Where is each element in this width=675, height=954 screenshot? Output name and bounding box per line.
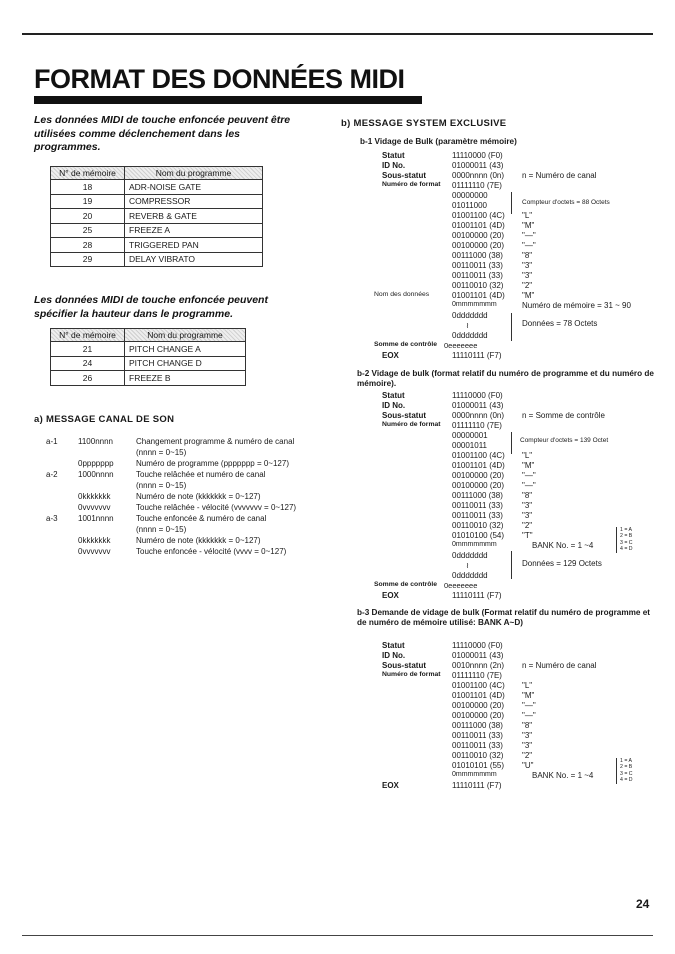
- text-cell: "3": [522, 271, 533, 280]
- text-cell: 01001101 (4D): [452, 691, 505, 700]
- text-cell: 00110010 (32): [452, 751, 504, 760]
- text-cell: 00110011 (33): [452, 731, 503, 740]
- b3-title: b-3 Demande de vidage de bulk (Format relatif du numéro de programme et de numéro de mémoire utilisé: BANK A~D): [357, 608, 650, 627]
- list-item: [46, 448, 336, 459]
- top-rule: [22, 33, 653, 35]
- text-cell: (nnnn = 0~15): [136, 448, 187, 457]
- text-cell: PITCH CHANGE A: [125, 342, 246, 357]
- text-cell: Statut: [382, 641, 405, 650]
- text-cell: 0kkkkkkk: [78, 536, 111, 545]
- text-cell: "—": [522, 471, 536, 480]
- text-cell: 4 = D: [620, 776, 633, 783]
- text-cell: ID No.: [382, 651, 406, 660]
- title-underline-bar: [34, 96, 422, 104]
- text-cell: EOX: [382, 351, 399, 360]
- table-row: [51, 238, 263, 253]
- page-title: FORMAT DES DONNÉES MIDI: [34, 64, 405, 94]
- text-cell: 0000nnnn (0n): [452, 411, 505, 420]
- table-row: [51, 342, 246, 357]
- table-header: N° de mémoire: [51, 329, 125, 342]
- text-cell: Données = 129 Octets: [522, 559, 602, 568]
- text-cell: 00110010 (32): [452, 281, 504, 290]
- table-row: [51, 371, 246, 386]
- text-cell: 01111110 (7E): [452, 421, 502, 430]
- text-cell: 0mmmmmmm: [452, 771, 497, 778]
- text-cell: 0mmmmmmm: [452, 301, 497, 308]
- text-cell: "—": [522, 711, 536, 720]
- text-cell: 01011000: [452, 201, 487, 210]
- b1-count-note: Compteur d'octets = 88 Octets: [522, 199, 610, 206]
- text-cell: PITCH CHANGE D: [125, 356, 246, 371]
- section-a-title: a) MESSAGE CANAL DE SON: [34, 414, 175, 425]
- brace: [508, 432, 512, 454]
- text-cell: "M": [522, 221, 535, 230]
- text-cell: Sous-statut: [382, 171, 426, 180]
- text-cell: ≀: [466, 561, 469, 570]
- text-cell: 1100nnnn: [78, 437, 113, 446]
- text-cell: "3": [522, 741, 533, 750]
- text-cell: "8": [522, 721, 533, 730]
- list-item: [46, 503, 336, 514]
- text-cell: 01000011 (43): [452, 161, 504, 170]
- text-cell: "3": [522, 501, 533, 510]
- b3-bank-map: [620, 758, 633, 783]
- section-b-title: b) MESSAGE SYSTEM EXCLUSIVE: [341, 118, 507, 129]
- text-cell: Sous-statut: [382, 411, 426, 420]
- text-cell: 0ddddddd: [452, 331, 488, 340]
- text-cell: Touche enfoncée & numéro de canal: [136, 514, 267, 523]
- text-cell: ≀: [466, 321, 469, 330]
- text-cell: 00000000: [452, 191, 488, 200]
- text-cell: Changement programme & numéro de canal: [136, 437, 295, 446]
- text-cell: 01111110 (7E): [452, 181, 502, 190]
- text-cell: "M": [522, 461, 535, 470]
- text-cell: 1 = A: [620, 527, 632, 533]
- text-cell: "—": [522, 241, 536, 250]
- table-header: N° de mémoire: [51, 167, 125, 180]
- text-cell: 0kkkkkkk: [78, 492, 111, 501]
- text-cell: 24: [51, 356, 125, 371]
- text-cell: 00111000 (38): [452, 491, 503, 500]
- text-cell: 00110011 (33): [452, 261, 503, 270]
- text-cell: EOX: [382, 781, 399, 790]
- text-cell: 01001101 (4D): [452, 291, 505, 300]
- text-cell: COMPRESSOR: [125, 194, 263, 209]
- text-cell: ID No.: [382, 401, 406, 410]
- text-cell: REVERB & GATE: [125, 209, 263, 224]
- text-cell: 11110111 (F7): [452, 591, 502, 600]
- text-cell: 00110011 (33): [452, 271, 503, 280]
- list-item: [46, 437, 336, 448]
- b2-block: [374, 391, 662, 601]
- text-cell: Données = 78 Octets: [522, 319, 598, 328]
- list-item: [46, 459, 336, 470]
- text-cell: "8": [522, 491, 533, 500]
- table-header: Nom du programme: [125, 167, 263, 180]
- text-cell: 01000011 (43): [452, 401, 504, 410]
- text-cell: BANK No. = 1 ~4: [532, 541, 594, 550]
- text-cell: "M": [522, 691, 535, 700]
- b2-count-note: Compteur d'octets = 139 Octet: [520, 437, 609, 444]
- table-row: [51, 209, 263, 224]
- text-cell: 11110111 (F7): [452, 351, 502, 360]
- table-header: Nom du programme: [125, 329, 246, 342]
- text-cell: 18: [51, 180, 125, 195]
- list-item: [46, 492, 336, 503]
- brace: [508, 313, 512, 341]
- list-item: [46, 481, 336, 492]
- text-cell: ID No.: [382, 161, 406, 170]
- table-row: [51, 356, 246, 371]
- text-cell: 0eeeeeee: [444, 341, 478, 350]
- text-cell: a-1: [46, 437, 58, 446]
- text-cell: 01001100 (4C): [452, 451, 505, 460]
- text-cell: 0vvvvvvv: [78, 503, 111, 512]
- text-cell: 0ppppppp: [78, 459, 114, 468]
- text-cell: 0000nnnn (0n): [452, 171, 505, 180]
- text-cell: 0ddddddd: [452, 551, 488, 560]
- text-cell: 2 = B: [620, 764, 633, 771]
- text-cell: 00100000 (20): [452, 701, 505, 710]
- text-cell: Touche enfoncée - vélocité (vvvv = 0~127): [136, 547, 287, 556]
- text-cell: 0vvvvvvv: [78, 547, 111, 556]
- text-cell: "L": [522, 681, 533, 690]
- text-cell: "3": [522, 731, 533, 740]
- text-cell: 26: [51, 371, 125, 386]
- text-cell: 1001nnnn: [78, 514, 114, 523]
- text-cell: n = Numéro de canal: [522, 171, 597, 180]
- text-cell: "3": [522, 511, 533, 520]
- list-item: [46, 525, 336, 536]
- text-cell: 00110011 (33): [452, 741, 503, 750]
- text-cell: Statut: [382, 391, 405, 400]
- brace: [508, 551, 512, 579]
- memory-table-1: [50, 166, 263, 267]
- text-cell: 25: [51, 223, 125, 238]
- text-cell: 01001101 (4D): [452, 221, 505, 230]
- text-cell: 00110011 (33): [452, 501, 503, 510]
- text-cell: n = Somme de contrôle: [522, 411, 605, 420]
- b1-title: b-1 Vidage de Bulk (paramètre mémoire): [360, 137, 517, 146]
- table-row: [51, 252, 263, 267]
- text-cell: Nom des données: [374, 291, 430, 298]
- text-cell: 00111000 (38): [452, 251, 503, 260]
- text-cell: 1 = A: [620, 758, 632, 764]
- text-cell: "—": [522, 701, 536, 710]
- text-cell: 11110000 (F0): [452, 391, 503, 400]
- text-cell: "L": [522, 451, 533, 460]
- text-cell: Numéro de mémoire = 31 ~ 90: [522, 301, 631, 310]
- text-cell: FREEZE B: [125, 371, 246, 386]
- text-cell: 00000001: [452, 431, 488, 440]
- text-cell: 0ddddddd: [452, 571, 488, 580]
- text-cell: FREEZE A: [125, 223, 263, 238]
- text-cell: 00110010 (32): [452, 521, 504, 530]
- text-cell: "2": [522, 521, 533, 530]
- text-cell: 3 = C: [620, 539, 633, 546]
- text-cell: Somme de contrôle: [374, 581, 438, 588]
- text-cell: 00001011: [452, 441, 487, 450]
- text-cell: Numéro de note (kkkkkkk = 0~127): [136, 536, 261, 545]
- text-cell: a-3: [46, 514, 58, 523]
- text-cell: 21: [51, 342, 125, 357]
- text-cell: 0eeeeeee: [444, 581, 478, 590]
- intro-trigger-text: Les données MIDI de touche enfoncée peuvent être utilisées comme déclenchement dans les programmes.: [34, 114, 291, 153]
- text-cell: 19: [51, 194, 125, 209]
- text-cell: 3 = C: [620, 770, 633, 777]
- text-cell: 01001100 (4C): [452, 211, 505, 220]
- text-cell: 01010100 (54): [452, 531, 505, 540]
- text-cell: BANK No. = 1 ~4: [532, 771, 594, 780]
- text-cell: "—": [522, 231, 536, 240]
- text-cell: 00100000 (20): [452, 481, 505, 490]
- text-cell: 0ddddddd: [452, 311, 488, 320]
- list-item: [46, 514, 336, 525]
- text-cell: 00100000 (20): [452, 711, 505, 720]
- intro-pitch-text: Les données MIDI de touche enfoncée peuvent spécifier la hauteur dans le programme.: [34, 294, 268, 320]
- text-cell: 11110000 (F0): [452, 641, 503, 650]
- text-cell: EOX: [382, 591, 399, 600]
- text-cell: ADR-NOISE GATE: [125, 180, 263, 195]
- text-cell: 28: [51, 238, 125, 253]
- text-cell: 1000nnnn: [78, 470, 114, 479]
- page-number: 24: [636, 897, 650, 911]
- text-cell: Statut: [382, 151, 405, 160]
- table-row: [51, 180, 263, 195]
- text-cell: Touche relâchée et numéro de canal: [136, 470, 266, 479]
- text-cell: a-2: [46, 470, 58, 479]
- text-cell: 2 = B: [620, 533, 633, 540]
- text-cell: 00110011 (33): [452, 511, 503, 520]
- table-row: [51, 194, 263, 209]
- text-cell: Touche relâchée - vélocité (vvvvvvv = 0~127): [136, 503, 297, 512]
- text-cell: "—": [522, 481, 536, 490]
- text-cell: "U": [522, 761, 534, 770]
- text-cell: Numéro de note (kkkkkkk = 0~127): [136, 492, 261, 501]
- text-cell: Numéro de format: [382, 181, 441, 188]
- b2-title: b-2 Vidage de bulk (format relatif du numéro de programme et du numéro de mémoire).: [357, 369, 654, 388]
- list-item: [46, 470, 336, 481]
- text-cell: (nnnn = 0~15): [136, 525, 187, 534]
- text-cell: 00100000 (20): [452, 241, 505, 250]
- memory-table-2: [50, 328, 246, 386]
- text-cell: 00111000 (38): [452, 721, 503, 730]
- text-cell: "3": [522, 261, 533, 270]
- text-cell: 0mmmmmmm: [452, 541, 497, 548]
- text-cell: 0010nnnn (2n): [452, 661, 505, 670]
- text-cell: 29: [51, 252, 125, 267]
- list-item: [46, 536, 336, 547]
- text-cell: 01000011 (43): [452, 651, 504, 660]
- b1-block: [374, 151, 662, 361]
- text-cell: "L": [522, 211, 533, 220]
- text-cell: 4 = D: [620, 545, 633, 552]
- text-cell: "8": [522, 251, 533, 260]
- text-cell: Somme de contrôle: [374, 341, 438, 348]
- text-cell: (nnnn = 0~15): [136, 481, 187, 490]
- text-cell: Numéro de format: [382, 421, 441, 428]
- text-cell: "2": [522, 751, 533, 760]
- text-cell: Numéro de format: [382, 671, 441, 678]
- text-cell: Sous-statut: [382, 661, 426, 670]
- text-cell: 11110000 (F0): [452, 151, 503, 160]
- b2-bank-map: [620, 527, 633, 552]
- text-cell: 01010101 (55): [452, 761, 505, 770]
- text-cell: 00100000 (20): [452, 471, 505, 480]
- text-cell: 00100000 (20): [452, 231, 505, 240]
- text-cell: n = Numéro de canal: [522, 661, 597, 670]
- text-cell: "M": [522, 291, 535, 300]
- text-cell: 01001101 (4D): [452, 461, 505, 470]
- text-cell: 11110111 (F7): [452, 781, 502, 790]
- text-cell: TRIGGERED PAN: [125, 238, 263, 253]
- bottom-rule: [22, 935, 653, 936]
- text-cell: 01001100 (4C): [452, 681, 505, 690]
- text-cell: Numéro de programme (ppppppp = 0~127): [136, 459, 289, 468]
- text-cell: 20: [51, 209, 125, 224]
- text-cell: DELAY VIBRATO: [125, 252, 263, 267]
- table-row: [51, 223, 263, 238]
- text-cell: "T": [522, 531, 533, 540]
- text-cell: "2": [522, 281, 533, 290]
- brace: [508, 192, 512, 214]
- list-item: [46, 547, 336, 558]
- section-a-list: [46, 437, 336, 558]
- text-cell: 01111110 (7E): [452, 671, 502, 680]
